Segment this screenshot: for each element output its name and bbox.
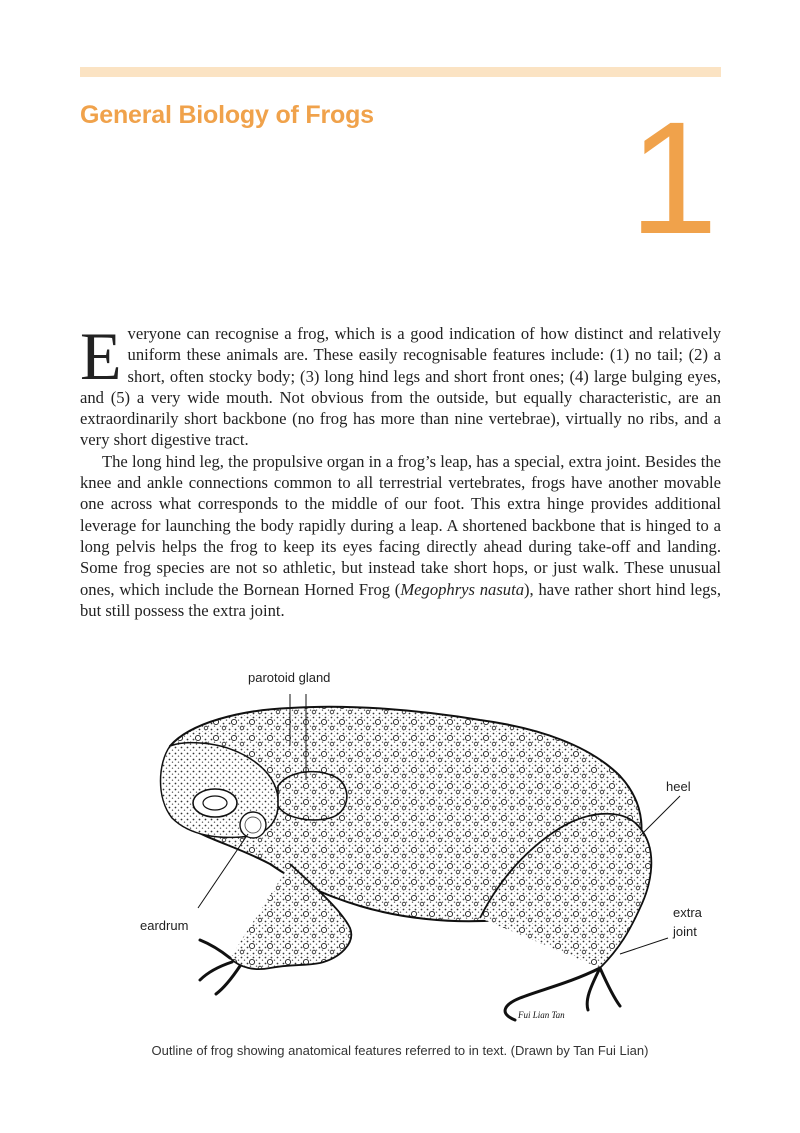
label-parotoid-gland: parotoid gland xyxy=(248,670,331,685)
paragraph-1 xyxy=(80,318,721,451)
artist-signature: Fui Lian Tan xyxy=(518,1010,565,1020)
paragraph-2-text: The long hind leg, the propulsive organ in a frog’s leap, has a special, extra joint. Besides the knee and ankle connections common to all terrestrial vertebrates, frogs have another movable one across what corresponds to the middle of our foot. This extra hinge provides additional leverage for launching the body rapidly during a leap. A shortened backbone that is hinged to a long pelvis helps the frog to keep its eyes facing directly ahead during take-off and landing. Some frog species are not so athletic, but instead take short hops, or just walk. These unusual ones, which include the Bornean Horned Frog ( xyxy=(80,451,721,599)
heel-leader-line xyxy=(640,796,680,836)
label-eardrum: eardrum xyxy=(140,918,189,933)
front-foot xyxy=(200,940,240,994)
chapter-number: 1 xyxy=(629,88,718,267)
chapter-title: General Biology of Frogs xyxy=(80,101,374,129)
label-extra-joint-2: joint xyxy=(673,924,697,939)
figure-caption: Outline of frog showing anatomical features referred to in text. (Drawn by Tan Fui Lian) xyxy=(151,1043,649,1058)
paragraph-1-text: veryone can recognise a frog, which is a good indication of how distinct and relatively uniform these animals are. These easily recognisable features include: (1) no tail; (2) a short, often stocky body; (3) long hind legs and short front ones; (4) large bulging eyes, and (5) a very wide mouth. Not obvious from the outside, but equally characteristic, are an extraordinarily short backbone (no frog has more than nine vertebrae), virtually no ribs, and a very short digestive tract. xyxy=(80,324,721,450)
drop-cap: E xyxy=(80,318,122,394)
top-rule xyxy=(80,67,721,77)
eye-icon xyxy=(193,789,237,817)
extra-joint-leader-line xyxy=(620,938,668,954)
label-heel: heel xyxy=(666,779,691,794)
species-name: Megophrys nasuta xyxy=(400,579,525,599)
body-text xyxy=(80,318,722,621)
paragraph-2-text-end: ), have rather short hind legs, but still possess the extra joint. xyxy=(80,579,722,620)
paragraph-2 xyxy=(80,451,721,621)
frog-figure xyxy=(120,668,700,1038)
eardrum-leader-line xyxy=(198,834,248,908)
frog-illustration xyxy=(120,668,700,1038)
parotoid-gland-icon xyxy=(278,772,347,820)
eardrum-icon xyxy=(240,812,266,838)
label-extra-joint-1: extra xyxy=(673,905,702,920)
